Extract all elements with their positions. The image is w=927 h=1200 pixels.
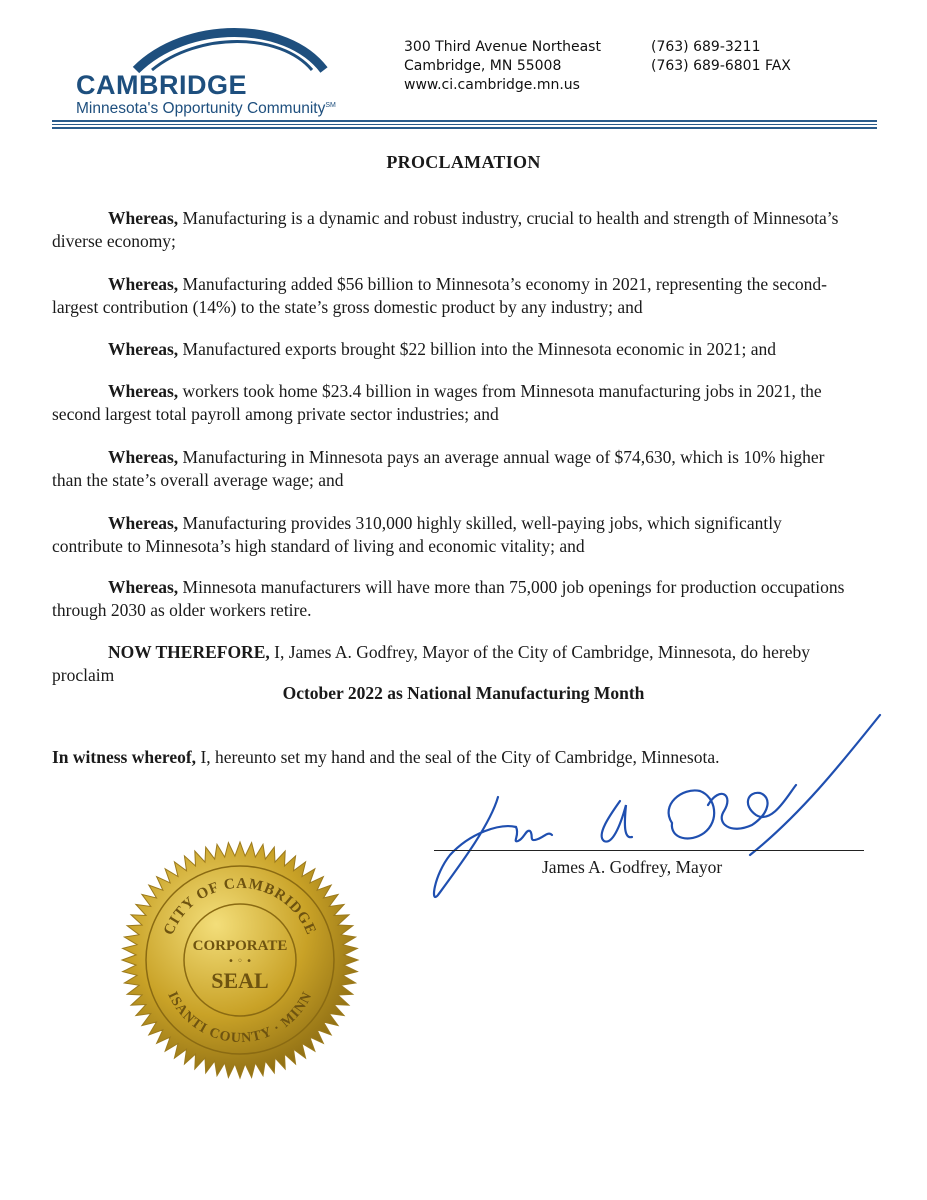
whereas-paragraph: Whereas, Manufacturing is a dynamic and robust industry, crucial to health and strength of Minnesota’s diverse economy; bbox=[52, 208, 839, 251]
whereas-paragraph: Whereas, Manufacturing added $56 billion to Minnesota’s economy in 2021, representing the second-largest contribution (14%) to the state’s gross domestic product by any industry; and bbox=[52, 274, 827, 317]
signature-line bbox=[434, 850, 864, 851]
city-logo bbox=[66, 22, 366, 117]
whereas-paragraph: Whereas, Manufacturing provides 310,000 highly skilled, well-paying jobs, which significantly contribute to Minnesota’s high standard of living and economic vitality; and bbox=[52, 513, 782, 556]
seal-bottom-text: ISANTI COUNTY · MINN bbox=[164, 989, 316, 1047]
letterhead bbox=[0, 0, 927, 130]
address-line-1: 300 Third Avenue Northeast bbox=[404, 39, 601, 55]
header-rule bbox=[52, 120, 877, 122]
phone-number: (763) 689-3211 bbox=[651, 39, 761, 55]
witness-statement: In witness whereof, I, hereunto set my hand and the seal of the City of Cambridge, Minnesota. bbox=[52, 747, 720, 767]
proclaimed-statement: October 2022 as National Manufacturing Month bbox=[282, 683, 645, 703]
logo-name: CAMBRIDGE bbox=[76, 70, 247, 100]
website: www.ci.cambridge.mn.us bbox=[404, 77, 580, 93]
fax-number: (763) 689-6801 FAX bbox=[651, 58, 791, 74]
whereas-paragraph: Whereas, Minnesota manufacturers will have more than 75,000 job openings for production occupations through 2030 as older workers retire. bbox=[52, 577, 845, 620]
header-rule bbox=[52, 124, 877, 125]
seal-center-top: CORPORATE bbox=[192, 938, 288, 954]
page-title: PROCLAMATION bbox=[386, 152, 541, 172]
seal-center-bottom: SEAL bbox=[211, 968, 269, 993]
corporate-seal bbox=[120, 840, 360, 1080]
seal-divider-icon: • ◦ • bbox=[227, 956, 253, 967]
whereas-paragraph: Whereas, Manufactured exports brought $22 billion into the Minnesota economic in 2021; and bbox=[108, 339, 776, 359]
address-line-2: Cambridge, MN 55008 bbox=[404, 58, 562, 74]
header-rule bbox=[52, 127, 877, 129]
contact-block bbox=[651, 38, 791, 76]
whereas-paragraph: Whereas, workers took home $23.4 billion in wages from Minnesota manufacturing jobs in 2021, the second largest total payroll among private sector industries; and bbox=[52, 381, 822, 424]
address-block bbox=[404, 38, 601, 95]
signatory-name: James A. Godfrey, Mayor bbox=[542, 857, 723, 877]
now-therefore-paragraph: NOW THEREFORE, I, James A. Godfrey, Mayor of the City of Cambridge, Minnesota, do hereby proclaim bbox=[52, 642, 811, 685]
service-mark: SM bbox=[325, 101, 336, 109]
whereas-paragraph: Whereas, Manufacturing in Minnesota pays an average annual wage of $74,630, which is 10% higher than the state’s overall average wage; and bbox=[52, 447, 825, 490]
logo-tagline: Minnesota's Opportunity Community℠ bbox=[76, 100, 336, 117]
seal-top-text: CITY OF CAMBRIDGE bbox=[160, 875, 320, 938]
